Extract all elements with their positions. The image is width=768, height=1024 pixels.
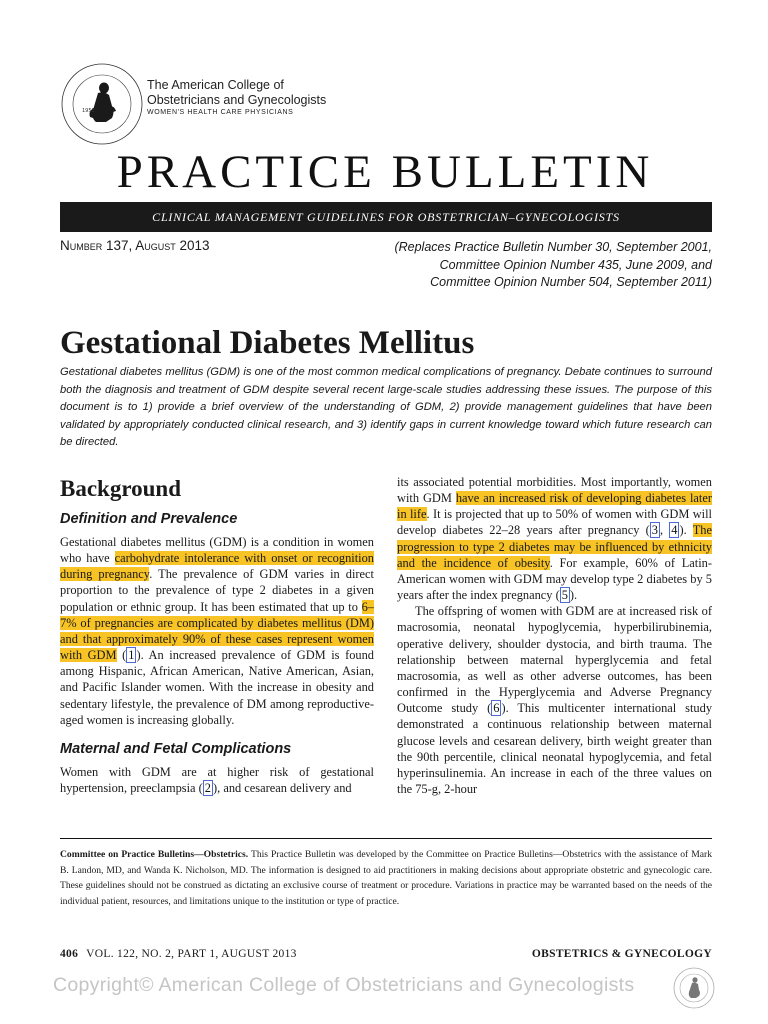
replaces-note (352, 239, 712, 292)
guidelines-banner: CLINICAL MANAGEMENT GUIDELINES FOR OBSTETRICIAN–GYNECOLOGISTS (60, 202, 712, 232)
organization-name (147, 78, 326, 116)
highlighted-text: have an increased risk of developing diabetes later in life (397, 491, 712, 522)
left-column (60, 470, 374, 796)
text-run: ). (679, 523, 693, 538)
reference-link-5[interactable]: 5 (561, 588, 568, 603)
highlighted-text: carbohydrate intolerance with onset or recognition during pregnancy (60, 551, 374, 582)
replaces-line: Committee Opinion Number 435, June 2009, and (439, 257, 712, 272)
text-run: ). An increased prevalence of GDM is found among Hispanic, African American, Native American, Asian, and Pacific Islander women. With the increase in obesity and sedentary lifestyle, the prevalence of DM among reproductive-aged women is increasing globally. (60, 648, 374, 727)
text-run: . It is projected that up to 50% of women with GDM will develop diabetes 22–28 years after pregnancy ( (397, 507, 712, 538)
highlighted-text: The progression to type 2 diabetes may be influenced by ethnicity and the incidence of obesity (397, 523, 712, 570)
text-run: Women with GDM are at higher risk of gestational hypertension, preeclampsia ( (60, 764, 374, 796)
paragraph-morbidities (397, 474, 712, 603)
journal-name: OBSTETRICS & GYNECOLOGY (531, 948, 712, 960)
paragraph-definition (60, 534, 374, 728)
org-tagline: WOMEN'S HEALTH CARE PHYSICIANS (147, 109, 294, 116)
org-line-1: The American College of (147, 78, 284, 92)
reference-link-3[interactable]: 3 (651, 523, 658, 538)
volume-info: VOL. 122, NO. 2, PART 1, AUGUST 2013 (86, 948, 297, 960)
right-column (397, 474, 712, 797)
seal-year: 1951 (82, 108, 95, 114)
reference-link-6[interactable]: 6 (493, 701, 500, 716)
org-line-2: Obstetricians and Gynecologists (147, 93, 327, 107)
reference-link-1[interactable]: 1 (128, 648, 135, 663)
text-run: , (659, 523, 670, 538)
text-run: ). This multicenter international study demonstrated a continuous relationship between maternal glucose levels and cesarean delivery, birth weight greater than the 90th percentile, clinical neonatal hypoglycemia, and fetal hyperinsulinemia. An increase in each of the three values on the 75-g, 2-hour (397, 701, 713, 796)
footnote-text: This Practice Bulletin was developed by the Committee on Practice Bulletins—Obstetrics with the assistance of Mark B. Landon, MD, and Wanda K. Nicholson, MD. The information is designed to aid practitioners in making decisions about appropriate obstetric and gynecologic care. These guidelines should not be construed as dictating an exclusive course of treatment or procedure. Variations in practice may be warranted based on the needs of the individual patient, resources, and limitations unique to the institution or type of practice. (60, 849, 712, 907)
reference-link-2[interactable]: 2 (204, 781, 211, 796)
subheading-definition: Definition and Prevalence (60, 511, 238, 527)
committee-footnote (60, 847, 712, 909)
subheading-complications: Maternal and Fetal Complications (60, 740, 292, 757)
replaces-line: (Replaces Practice Bulletin Number 30, September 2001, (394, 240, 712, 254)
bulletin-title: PRACTICE BULLETIN (116, 146, 654, 198)
highlighted-text: 6–7% of pregnancies are complicated by diabetes mellitus (DM) and that approximately 90% of these cases represent women with GDM (60, 599, 374, 663)
reference-link-4[interactable]: 4 (671, 523, 678, 538)
paragraph-complications (60, 764, 374, 796)
issue-number: Number 137, August 2013 (60, 238, 210, 253)
text-run: ( (116, 648, 127, 663)
page-folio (60, 948, 297, 960)
page-number: 406 (60, 948, 79, 960)
footnote-bold: Committee on Practice Bulletins—Obstetrics. (60, 849, 249, 860)
replaces-line: Committee Opinion Number 504, September 2011) (430, 275, 712, 289)
text-run: . For example, 60% of Latin-American women with GDM may develop type 2 diabetes by 5 years after the index pregnancy ( (397, 555, 712, 603)
abstract: Gestational diabetes mellitus (GDM) is one of the most common medical complications of pregnancy. Debate continues to surround both the diagnosis and treatment of GDM despite several recent large-scale studies addressing these issues. The purpose of this document is to 1) provide a brief overview of the understanding of GDM, 2) provide management guidelines that have been validated by appropriately conducted clinical research, and 3) identify gaps in current knowledge toward which future research can be directed. (60, 366, 712, 448)
text-run: its associated potential morbidities. Most importantly, women with GDM (397, 475, 712, 506)
text-run: The offspring of women with GDM are at increased risk of macrosomia, neonatal hypoglycemia, hyperbilirubinemia, operative delivery, shoulder dystocia, and birth trauma. The relationship between maternal hyperglycemia and fetal macrosomia, as well as other adverse outcomes, has been confirmed in the Hyperglycemia and Adverse Pregnancy Outcome study ( (397, 604, 712, 716)
document-title: Gestational Diabetes Mellitus (60, 325, 475, 361)
text-run: Gestational diabetes mellitus (GDM) is a condition in women who have (60, 535, 374, 566)
copyright-watermark: Copyright© American College of Obstetricians and Gynecologists (53, 974, 635, 996)
footnote-divider (60, 838, 712, 839)
section-heading-background: Background (60, 476, 182, 501)
text-run: ). (569, 588, 578, 603)
text-run: ), and cesarean delivery and (213, 781, 352, 796)
text-run: . The prevalence of GDM varies in direct proportion to the prevalence of type 2 diabetes in a given population or ethnic group. It has been estimated that up to (60, 567, 374, 614)
paragraph-offspring (397, 603, 712, 797)
college-seal-small-icon (672, 966, 716, 1010)
college-seal-icon (60, 62, 144, 146)
